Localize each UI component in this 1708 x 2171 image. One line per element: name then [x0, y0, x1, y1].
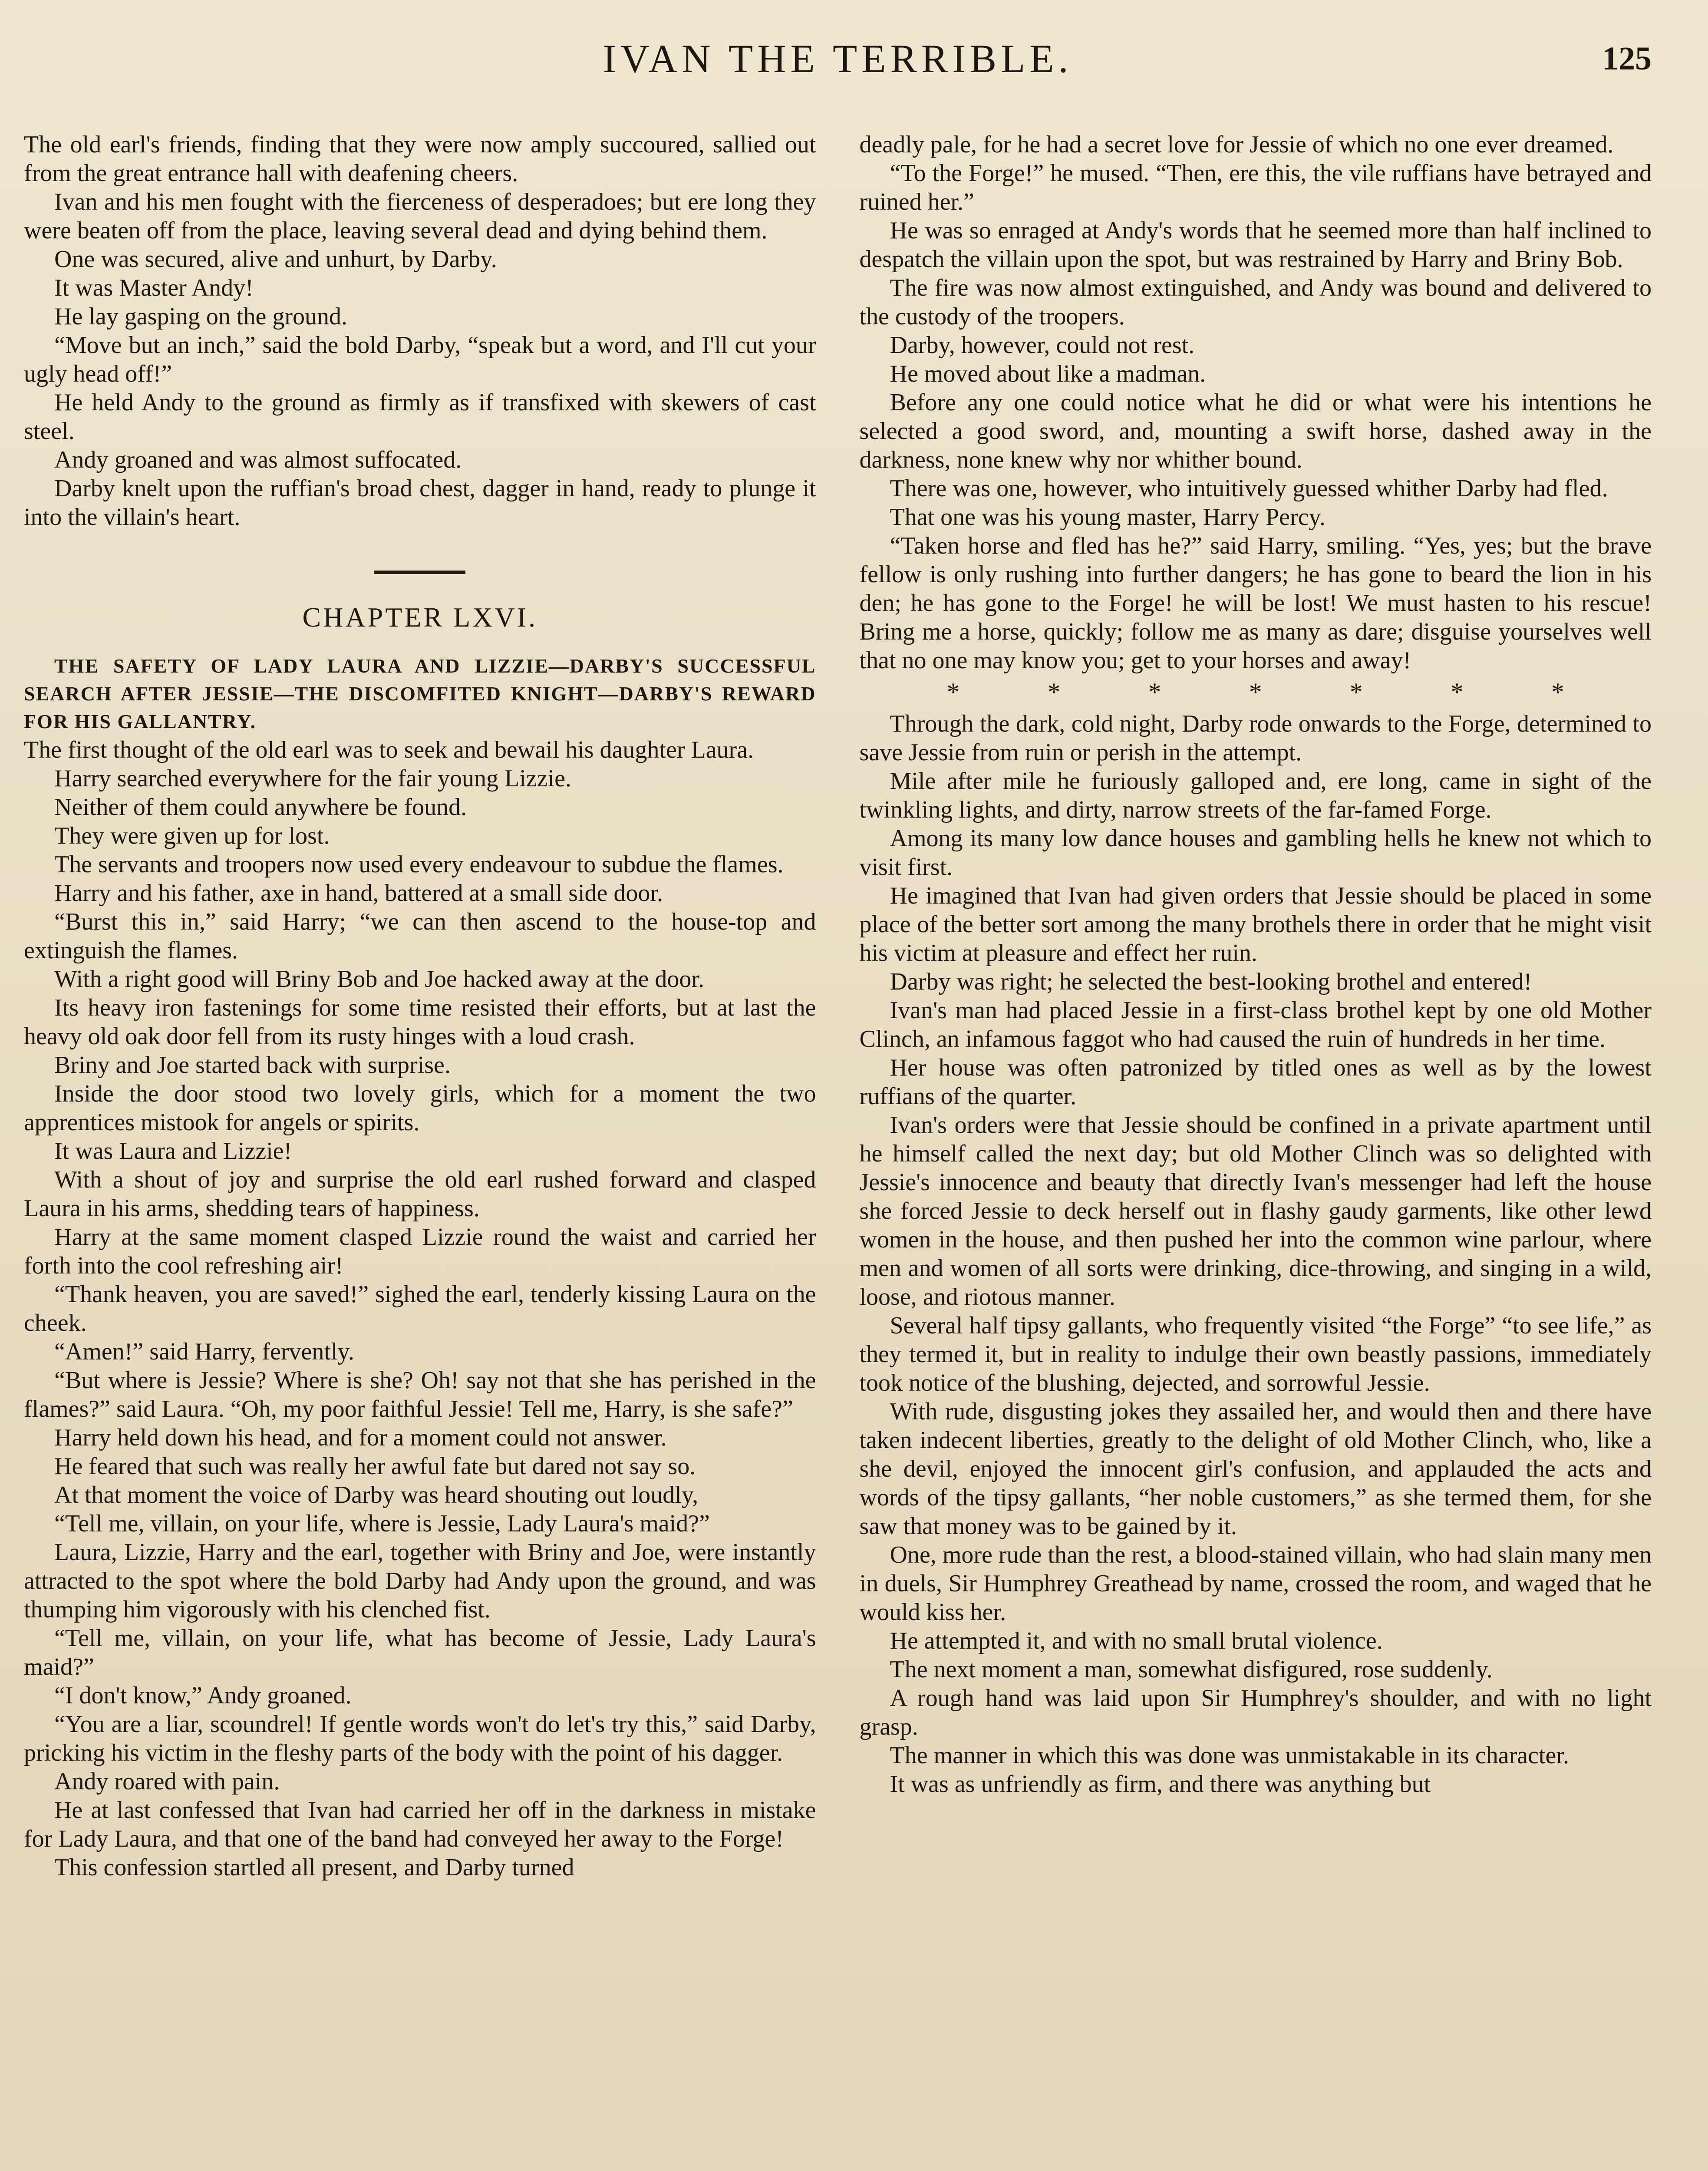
paragraph: He imagined that Ivan had given orders that Jessie should be placed in some place of the better sort among the many brothels there in order that he might visit his victim at pleasure and effect her ruin. [859, 882, 1652, 967]
paragraph: Laura, Lizzie, Harry and the earl, together with Briny and Joe, were instantly attracted to the spot where the bold Darby had Andy upon the ground, and was thumping him vigorously with his clenched fist. [24, 1539, 816, 1623]
right-column [860, 130, 1652, 1882]
paragraph: Ivan's orders were that Jessie should be confined in a private apartment until he himself called the next day; but old Mother Clinch was so delighted with Jessie's innocence and beauty that directly Ivan's messenger had left the house she forced Jessie to deck herself out in flashy gaudy garments, like other lewd women in the house, and then pushed her into the common wine parlour, where men and women of all sorts were drinking, dice-throwing, and singing in a wild, loose, and riotous manner. [859, 1112, 1652, 1310]
page-number: 125 [1602, 40, 1652, 77]
paragraph: He was so enraged at Andy's words that he seemed more than half inclined to despatch the villain upon the spot, but was restrained by Harry and Briny Bob. [859, 217, 1652, 273]
left-column [24, 130, 816, 1882]
paragraph: Darby, however, could not rest. [890, 332, 1195, 359]
paragraph: “I don't know,” Andy groaned. [54, 1682, 352, 1709]
paragraph: Andy groaned and was almost suffocated. [54, 446, 462, 473]
paragraph: Its heavy iron fastenings for some time resisted their efforts, but at last the heavy old oak door fell from its rusty hinges with a loud crash. [24, 994, 816, 1050]
asterisk: * [1551, 678, 1564, 706]
paragraph: He feared that such was really her awful fate but dared not say so. [54, 1453, 696, 1480]
paragraph: Her house was often patronized by titled ones as well as by the lowest ruffians of the quarter. [859, 1054, 1652, 1110]
text-columns [24, 130, 1652, 1882]
running-head [24, 30, 1652, 87]
paragraph: Harry searched everywhere for the fair young Lizzie. [54, 765, 571, 792]
paragraph: At that moment the voice of Darby was heard shouting out loudly, [54, 1481, 699, 1508]
paragraph: One, more rude than the rest, a blood-stained villain, who had slain many men in duels, Sir Humphrey Greathead by name, crossed the room, and waged that he would kiss her. [859, 1541, 1652, 1626]
paragraph: “You are a liar, scoundrel! If gentle words won't do let's try this,” said Darby, pricking his victim in the fleshy parts of the body with the point of his dagger. [24, 1711, 816, 1766]
paragraph: The fire was now almost extinguished, and Andy was bound and delivered to the custody of the troopers. [859, 274, 1652, 330]
asterisk: * [1450, 678, 1464, 706]
paragraph: Several half tipsy gallants, who frequently visited “the Forge” “to see life,” as they termed it, but in reality to indulge their own beastly passions, immediately took notice of the blushing, dejected, and sorrowful Jessie. [859, 1312, 1652, 1396]
paragraph: Neither of them could anywhere be found. [54, 794, 467, 821]
paragraph: “Burst this in,” said Harry; “we can then ascend to the house-top and extinguish the flames. [24, 908, 816, 964]
paragraph: “Tell me, villain, on your life, what has become of Jessie, Lady Laura's maid?” [24, 1625, 816, 1680]
paragraph: There was one, however, who intuitively guessed whither Darby had fled. [890, 475, 1608, 502]
paragraph: “To the Forge!” he mused. “Then, ere this, the vile ruffians have betrayed and ruined her.” [859, 160, 1652, 215]
paragraph: That one was his young master, Harry Percy. [890, 504, 1326, 531]
asterisk: * [1047, 678, 1061, 706]
paragraph: With rude, disgusting jokes they assailed her, and would then and there have taken indecent liberties, greatly to the delight of old Mother Clinch, who, like a she devil, enjoyed the innocent girl's confusion, and applauded the acts and words of the tipsy gallants, “her noble customers,” as she termed them, for she saw that money was to be gained by it. [859, 1398, 1652, 1540]
paragraph: With a shout of joy and surprise the old earl rushed forward and clasped Laura in his arms, shedding tears of happiness. [24, 1166, 816, 1222]
paragraph: It was Laura and Lizzie! [54, 1138, 292, 1165]
asterisk: * [1148, 678, 1161, 706]
paragraph: It was as unfriendly as firm, and there was anything but [890, 1771, 1431, 1798]
paragraph: The manner in which this was done was unmistakable in its character. [890, 1742, 1569, 1769]
paragraph: He at last confessed that Ivan had carried her off in the darkness in mistake for Lady Laura, and that one of the band had conveyed her away to the Forge! [24, 1797, 816, 1852]
paragraph: He held Andy to the ground as firmly as if transfixed with skewers of cast steel. [24, 389, 816, 445]
asterisk: * [1349, 678, 1363, 706]
paragraph: “Amen!” said Harry, fervently. [54, 1338, 354, 1365]
section-rule [374, 571, 465, 574]
running-title: IVAN THE TERRIBLE. [603, 36, 1073, 81]
paragraph: Darby knelt upon the ruffian's broad chest, dagger in hand, ready to plunge it into the villain's heart. [24, 475, 816, 531]
paragraph: Briny and Joe started back with surprise. [54, 1052, 451, 1079]
left-column-opening-text [24, 130, 816, 531]
right-column-opening-text [860, 130, 1652, 675]
chapter-summary: THE SAFETY OF LADY LAURA AND LIZZIE—DARBY'S SUCCESSFUL SEARCH AFTER JESSIE—THE DISCOMFITED KNIGHT—DARBY'S REWARD FOR HIS GALLANTRY. [24, 655, 816, 732]
paragraph: “Taken horse and fled has he?” said Harry, smiling. “Yes, yes; but the brave fellow is only rushing into further dangers; he has gone to beard the lion in his den; he has gone to the Forge! he will be lost! We must hasten to his rescue! Bring me a horse, quickly; follow me as many as dare; disguise yourselves well that no one may know you; get to your horses and away! [859, 532, 1652, 674]
paragraph: Darby was right; he selected the best-looking brothel and entered! [890, 968, 1532, 995]
paragraph: “But where is Jessie? Where is she? Oh! say not that she has perished in the flames?” said Laura. “Oh, my poor faithful Jessie! Tell me, Harry, is she safe?” [24, 1367, 816, 1422]
paragraph: “Move but an inch,” said the bold Darby, “speak but a word, and I'll cut your ugly head off!” [24, 332, 816, 387]
chapter-title: CHAPTER LXVI. [302, 602, 537, 633]
paragraph: This confession startled all present, and Darby turned [54, 1854, 574, 1881]
left-column-chapter-text [24, 736, 816, 1882]
paragraph: They were given up for lost. [54, 822, 330, 849]
section-break-asterisks [903, 675, 1609, 709]
paragraph: Ivan and his men fought with the fierceness of desperadoes; but ere long they were beaten off from the place, leaving several dead and dying behind them. [24, 188, 816, 244]
paragraph: Before any one could notice what he did or what were his intentions he selected a good sword, and, mounting a swift horse, dashed away in the darkness, none knew why nor whither bound. [859, 389, 1652, 473]
paragraph: “Tell me, villain, on your life, where is Jessie, Lady Laura's maid?” [54, 1510, 710, 1537]
paragraph: It was Master Andy! [54, 274, 254, 301]
paragraph: Andy roared with pain. [54, 1768, 280, 1795]
paragraph: He attempted it, and with no small brutal violence. [890, 1627, 1383, 1654]
paragraph: He lay gasping on the ground. [54, 303, 347, 330]
paragraph: Through the dark, cold night, Darby rode onwards to the Forge, determined to save Jessie from ruin or perish in the attempt. [859, 710, 1652, 766]
paragraph: Among its many low dance houses and gambling hells he knew not which to visit first. [859, 825, 1652, 881]
paragraph: Harry held down his head, and for a moment could not answer. [54, 1424, 667, 1451]
paragraph: The first thought of the old earl was to seek and bewail his daughter Laura. [24, 736, 754, 763]
paragraph: Ivan's man had placed Jessie in a first-class brothel kept by one old Mother Clinch, an infamous faggot who had caused the ruin of hundreds in her time. [859, 997, 1652, 1053]
paragraph: The old earl's friends, finding that they were now amply succoured, sallied out from the great entrance hall with deafening cheers. [24, 131, 816, 187]
paragraph: deadly pale, for he had a secret love for Jessie of which no one ever dreamed. [859, 131, 1614, 158]
paragraph: Harry and his father, axe in hand, battered at a small side door. [54, 880, 663, 907]
paragraph: Mile after mile he furiously galloped and, ere long, came in sight of the twinkling lights, and dirty, narrow streets of the far-famed Forge. [859, 768, 1652, 823]
paragraph: The servants and troopers now used every endeavour to subdue the flames. [54, 851, 784, 878]
asterisk: * [946, 678, 960, 706]
asterisk: * [1249, 678, 1262, 706]
paragraph: He moved about like a madman. [890, 360, 1206, 387]
paragraph: With a right good will Briny Bob and Joe hacked away at the door. [54, 966, 704, 993]
paragraph: Inside the door stood two lovely girls, which for a moment the two apprentices mistook for angels or spirits. [24, 1080, 816, 1136]
paragraph: A rough hand was laid upon Sir Humphrey's shoulder, and with no light grasp. [859, 1685, 1652, 1740]
paragraph: One was secured, alive and unhurt, by Darby. [54, 246, 497, 273]
paragraph: “Thank heaven, you are saved!” sighed the earl, tenderly kissing Laura on the cheek. [24, 1281, 816, 1336]
paragraph: Harry at the same moment clasped Lizzie round the waist and carried her forth into the cool refreshing air! [24, 1224, 816, 1279]
paragraph: The next moment a man, somewhat disfigured, rose suddenly. [890, 1656, 1493, 1683]
right-column-continuing-text [860, 709, 1652, 1798]
